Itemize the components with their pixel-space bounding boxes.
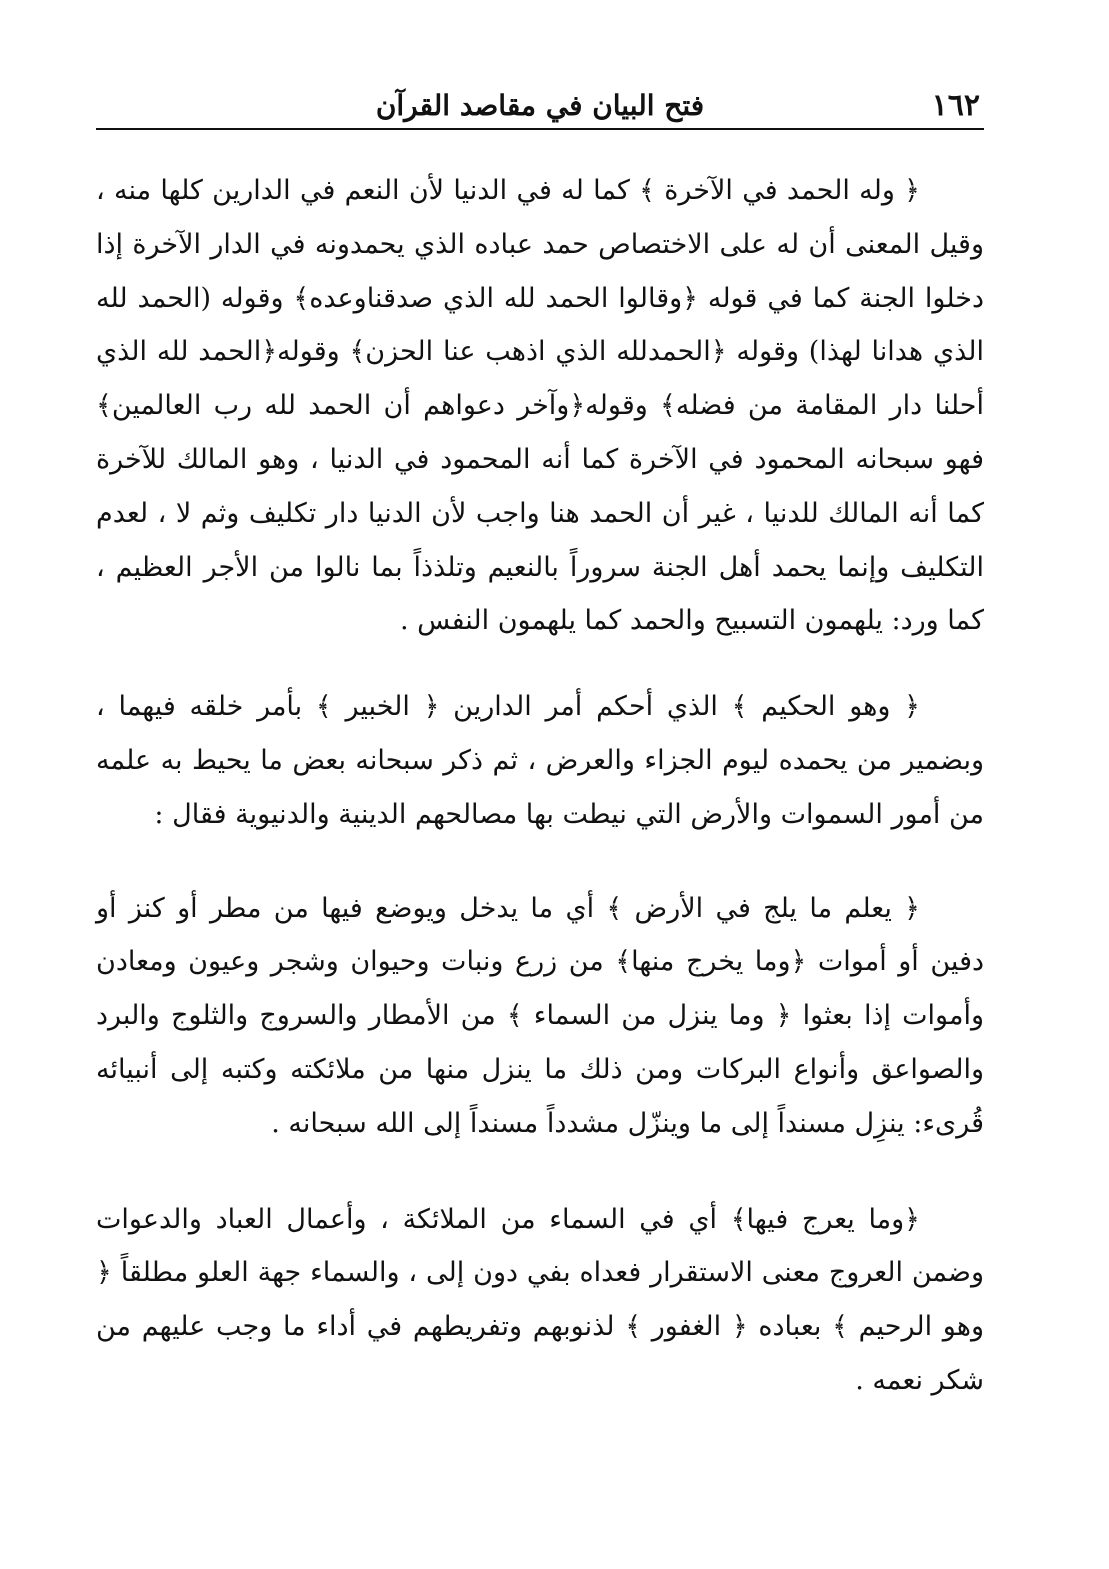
running-title: فتح البيان في مقاصد القرآن (375, 89, 705, 122)
page-number: ١٦٢ (931, 88, 980, 123)
paragraph: ﴿وما يعرج فيها﴾ أي في السماء من الملائكة ، وأعمال العباد والدعوات وضمن العروج معنى الاستقرار فعداه بفي دون إلى ، والسماء جهة العلو مطلقاً ﴿ وهو الرحيم ﴾ بعباده ﴿ الغفور ﴾ لذنوبهم وتفريطهم في أداء ما وجب عليهم من شكر نعمه . (96, 1203, 984, 1396)
paragraph: ﴿ وهو الحكيم ﴾ الذي أحكم أمر الدارين ﴿ الخبير ﴾ بأمر خلقه فيهما ، وبضمير من يحمده ليوم الجزاء والعرض ، ثم ذكر سبحانه بعض ما يحيط به علمه من أمور السموات والأرض التي نيطت بها مصالحهم الدينية والدنيوية فقال : (96, 691, 984, 830)
header-rule (96, 128, 984, 130)
paragraph: ﴿ وله الحمد في الآخرة ﴾ كما له في الدنيا لأن النعم في الدارين كلها منه ، وقيل المعنى أن له على الاختصاص حمد عباده الذي يحمدونه في الدار الآخرة إذا دخلوا الجنة كما في قوله ﴿وقالوا الحمد لله الذي صدقناوعده﴾ وقوله (الحمد لله الذي هدانا لهذا) وقوله ﴿الحمدلله الذي اذهب عنا الحزن﴾ وقوله﴿الحمد لله الذي أحلنا دار المقامة من فضله﴾ وقوله﴿وآخر دعواهم أن الحمد لله رب العالمين﴾ فهو سبحانه المحمود في الآخرة كما أنه المحمود في الدنيا ، وهو المالك للآخرة كما أنه المالك للدنيا ، غير أن الحمد هنا واجب لأن الدنيا دار تكليف وثم لا ، لعدم التكليف وإنما يحمد أهل الجنة سروراً بالنعيم وتلذذاً بما نالوا من الأجر العظيم ، كما ورد: يلهمون التسبيح والحمد كما يلهمون النفس . (96, 175, 984, 637)
page-body (96, 164, 984, 1408)
paragraph: ﴿ يعلم ما يلج في الأرض ﴾ أي ما يدخل ويوضع فيها من مطر أو كنز أو دفين أو أموات ﴿وما يخرج منها﴾ من زرع ونبات وحيوان وشجر وعيون ومعادن وأموات إذا بعثوا ﴿ وما ينزل من السماء ﴾ من الأمطار والسروج والثلوج والبرد والصواعق وأنواع البركات ومن ذلك ما ينزل منها من ملائكته وكتبه إلى أنبيائه قُرىء: ينزِل مسنداً إلى ما وينزّل مشدداً مسنداً إلى الله سبحانه . (96, 892, 984, 1139)
page-header (100, 86, 980, 126)
